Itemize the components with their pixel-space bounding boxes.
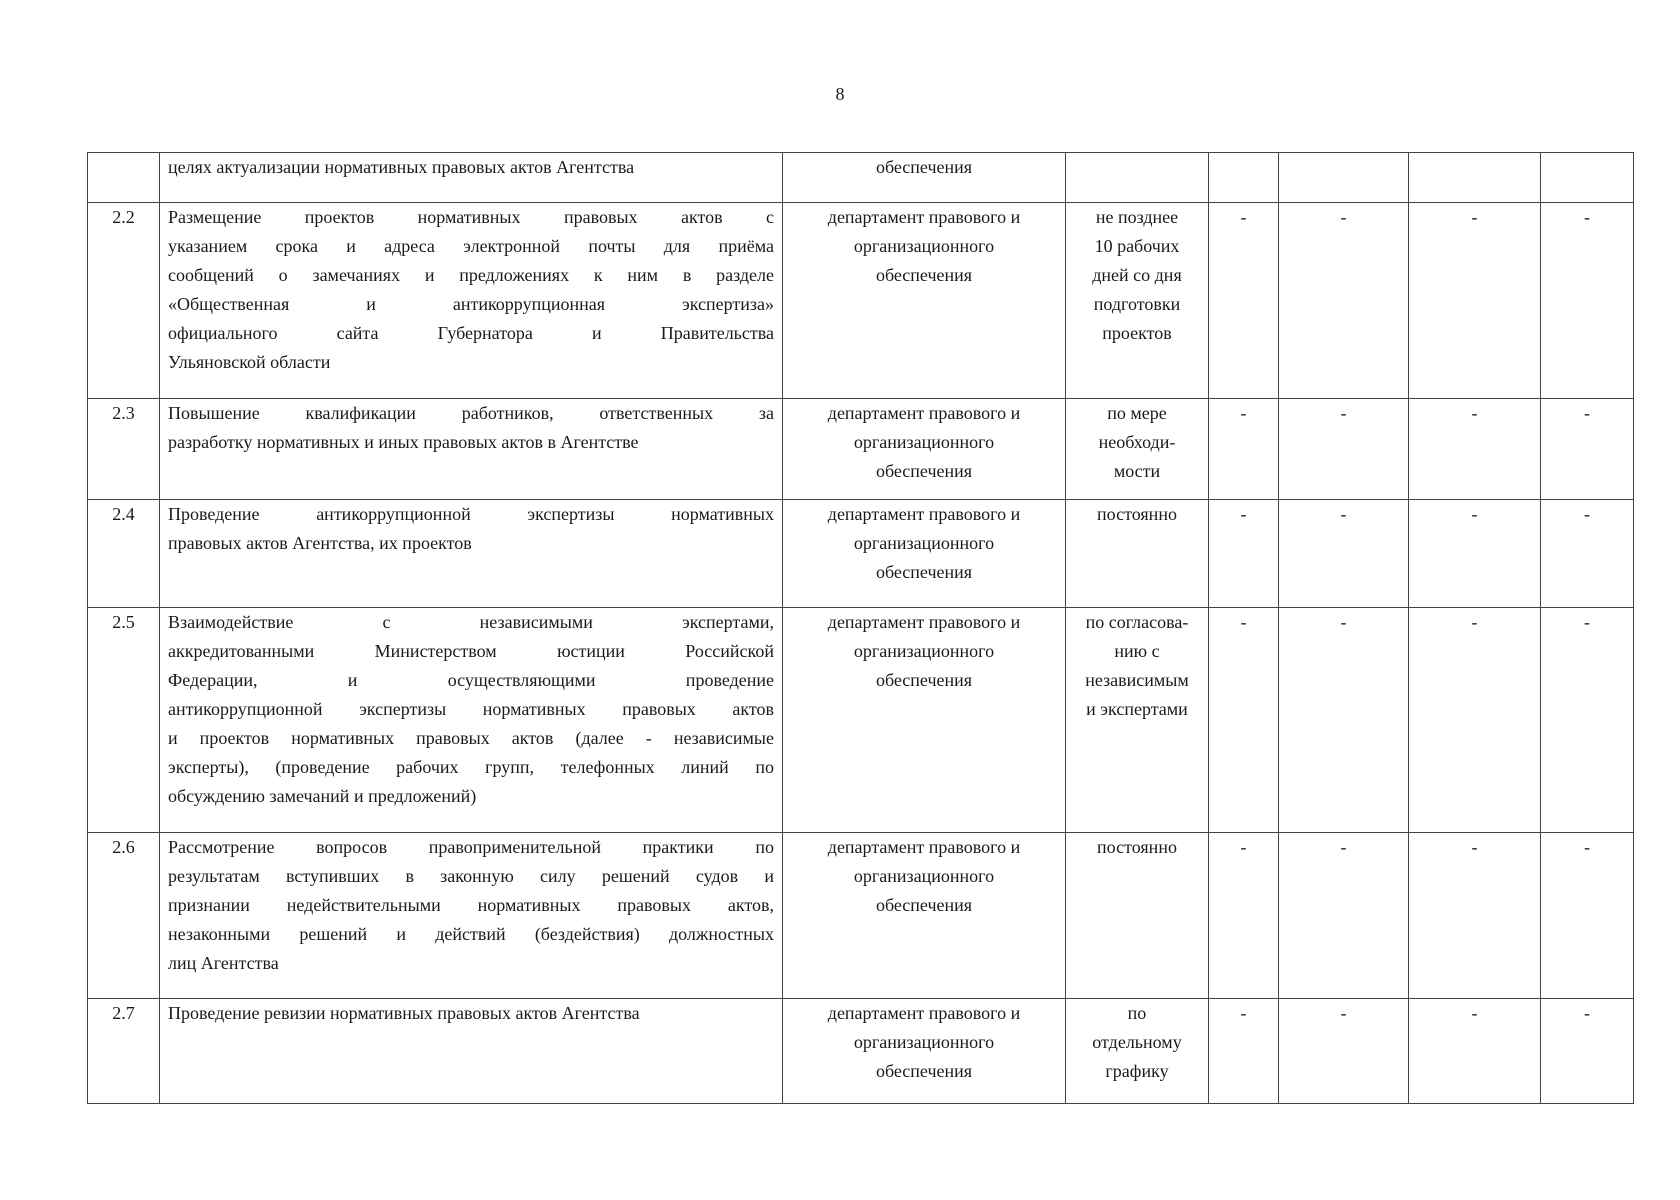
deadline-text: не позднее 10 рабочих дней со дня подготовки проектов bbox=[1092, 207, 1182, 343]
funding-cell-3-text: - bbox=[1471, 612, 1478, 632]
funding-cell-2-text: - bbox=[1340, 837, 1347, 857]
row-number bbox=[88, 153, 160, 203]
funding-cell-2-text: - bbox=[1340, 612, 1347, 632]
description-line: Размещение проектов нормативных правовых актов с bbox=[168, 207, 774, 227]
row-number-text: 2.4 bbox=[112, 504, 135, 524]
measure-description bbox=[160, 608, 783, 833]
table-row bbox=[88, 833, 1634, 999]
funding-cell-2 bbox=[1279, 833, 1409, 999]
description-line: аккредитованными Министерством юстиции Российской bbox=[168, 641, 774, 661]
measure-description bbox=[160, 999, 783, 1104]
responsible-department bbox=[783, 608, 1066, 833]
responsible-department-text: департамент правового и организационного обеспечения bbox=[827, 1003, 1021, 1081]
funding-cell-3 bbox=[1409, 203, 1541, 399]
responsible-department-text: департамент правового и организационного обеспечения bbox=[827, 612, 1021, 690]
responsible-department-text: департамент правового и организационного обеспечения bbox=[827, 837, 1021, 915]
funding-cell-3 bbox=[1409, 999, 1541, 1104]
deadline bbox=[1066, 399, 1209, 500]
funding-cell-2 bbox=[1279, 153, 1409, 203]
deadline bbox=[1066, 833, 1209, 999]
funding-cell-1-text: - bbox=[1240, 504, 1247, 524]
row-number bbox=[88, 833, 160, 999]
funding-cell-4 bbox=[1541, 608, 1634, 833]
table-body bbox=[88, 153, 1634, 1104]
deadline-text: по отдельному графику bbox=[1092, 1003, 1182, 1081]
funding-cell-1 bbox=[1209, 153, 1279, 203]
funding-cell-4-text: - bbox=[1584, 612, 1590, 632]
funding-cell-4-text: - bbox=[1584, 837, 1590, 857]
funding-cell-1-text: - bbox=[1240, 1003, 1247, 1023]
funding-cell-3 bbox=[1409, 500, 1541, 608]
measures-table bbox=[87, 152, 1634, 1104]
funding-cell-1 bbox=[1209, 399, 1279, 500]
funding-cell-3 bbox=[1409, 608, 1541, 833]
funding-cell-4 bbox=[1541, 399, 1634, 500]
funding-cell-2-text: - bbox=[1340, 1003, 1347, 1023]
funding-cell-3-text: - bbox=[1471, 403, 1478, 423]
funding-cell-1 bbox=[1209, 203, 1279, 399]
funding-cell-4-text: - bbox=[1584, 207, 1590, 227]
funding-cell-3 bbox=[1409, 833, 1541, 999]
funding-cell-4-text: - bbox=[1584, 504, 1590, 524]
description-line: официального сайта Губернатора и Правительства bbox=[168, 323, 774, 343]
table-row bbox=[88, 608, 1634, 833]
funding-cell-3-text: - bbox=[1471, 837, 1478, 857]
deadline-text: по мере необходи- мости bbox=[1098, 403, 1176, 481]
funding-cell-3-text: - bbox=[1471, 504, 1478, 524]
measure-description bbox=[160, 500, 783, 608]
responsible-department bbox=[783, 399, 1066, 500]
row-number-text: 2.6 bbox=[112, 837, 135, 857]
description-line: эксперты), (проведение рабочих групп, телефонных линий по bbox=[168, 757, 774, 777]
funding-cell-2 bbox=[1279, 399, 1409, 500]
description-line: Повышение квалификации работников, ответственных за bbox=[168, 403, 774, 423]
funding-cell-4 bbox=[1541, 203, 1634, 399]
description-line: Рассмотрение вопросов правоприменительной практики по bbox=[168, 837, 774, 857]
row-number bbox=[88, 399, 160, 500]
responsible-department-text: департамент правового и организационного обеспечения bbox=[827, 403, 1021, 481]
description-line: и проектов нормативных правовых актов (далее - независимые bbox=[168, 728, 774, 748]
description-line: лиц Агентства bbox=[168, 953, 279, 973]
description-line: Взаимодействие с независимыми экспертами, bbox=[168, 612, 774, 632]
funding-cell-1-text: - bbox=[1240, 837, 1247, 857]
funding-cell-3 bbox=[1409, 153, 1541, 203]
funding-cell-1-text: - bbox=[1240, 207, 1247, 227]
deadline bbox=[1066, 153, 1209, 203]
description-line: Ульяновской области bbox=[168, 352, 331, 372]
responsible-department-text: департамент правового и организационного обеспечения bbox=[827, 504, 1021, 582]
funding-cell-4 bbox=[1541, 153, 1634, 203]
row-number bbox=[88, 203, 160, 399]
funding-cell-2-text: - bbox=[1340, 504, 1347, 524]
funding-cell-4 bbox=[1541, 833, 1634, 999]
deadline-text: постоянно bbox=[1097, 837, 1177, 857]
deadline bbox=[1066, 203, 1209, 399]
deadline bbox=[1066, 608, 1209, 833]
funding-cell-3 bbox=[1409, 399, 1541, 500]
funding-cell-2 bbox=[1279, 608, 1409, 833]
deadline-text: постоянно bbox=[1097, 504, 1177, 524]
table-row bbox=[88, 203, 1634, 399]
deadline bbox=[1066, 500, 1209, 608]
table-row bbox=[88, 999, 1634, 1104]
description-line: незаконными решений и действий (бездействия) должностных bbox=[168, 924, 774, 944]
responsible-department bbox=[783, 999, 1066, 1104]
funding-cell-2-text: - bbox=[1340, 207, 1347, 227]
row-number-text: 2.7 bbox=[112, 1003, 135, 1023]
page-number: 8 bbox=[835, 84, 845, 104]
description-line: Федерации, и осуществляющими проведение bbox=[168, 670, 774, 690]
table-row bbox=[88, 399, 1634, 500]
row-number bbox=[88, 500, 160, 608]
measure-description bbox=[160, 399, 783, 500]
funding-cell-1-text: - bbox=[1240, 403, 1247, 423]
deadline-text: по согласова- нию с независимым и экспертами bbox=[1085, 612, 1189, 719]
funding-cell-2 bbox=[1279, 999, 1409, 1104]
description-line: Проведение антикоррупционной экспертизы нормативных bbox=[168, 504, 774, 524]
description-line: антикоррупционной экспертизы нормативных правовых актов bbox=[168, 699, 774, 719]
description-line: Проведение ревизии нормативных правовых актов Агентства bbox=[168, 1003, 640, 1023]
measure-description bbox=[160, 153, 783, 203]
description-line: указанием срока и адреса электронной почты для приёма bbox=[168, 236, 774, 256]
funding-cell-1 bbox=[1209, 833, 1279, 999]
funding-cell-1 bbox=[1209, 999, 1279, 1104]
funding-cell-1 bbox=[1209, 500, 1279, 608]
responsible-department bbox=[783, 203, 1066, 399]
funding-cell-4 bbox=[1541, 999, 1634, 1104]
responsible-department bbox=[783, 153, 1066, 203]
deadline bbox=[1066, 999, 1209, 1104]
table-row bbox=[88, 153, 1634, 203]
funding-cell-2 bbox=[1279, 500, 1409, 608]
row-number bbox=[88, 999, 160, 1104]
description-line: обсуждению замечаний и предложений) bbox=[168, 786, 477, 806]
description-line: результатам вступивших в законную силу решений судов и bbox=[168, 866, 774, 886]
funding-cell-1-text: - bbox=[1240, 612, 1247, 632]
row-number-text: 2.5 bbox=[112, 612, 135, 632]
row-number-text: 2.3 bbox=[112, 403, 135, 423]
responsible-department-text: департамент правового и организационного обеспечения bbox=[827, 207, 1021, 285]
table-row bbox=[88, 500, 1634, 608]
funding-cell-2-text: - bbox=[1340, 403, 1347, 423]
description-line: признании недействительными нормативных правовых актов, bbox=[168, 895, 774, 915]
measure-description bbox=[160, 203, 783, 399]
responsible-department-text: обеспечения bbox=[875, 157, 973, 177]
description-line: правовых актов Агентства, их проектов bbox=[168, 533, 472, 553]
description-line: целях актуализации нормативных правовых актов Агентства bbox=[168, 157, 635, 177]
measure-description bbox=[160, 833, 783, 999]
funding-cell-4-text: - bbox=[1584, 403, 1590, 423]
description-line: сообщений о замечаниях и предложениях к ним в разделе bbox=[168, 265, 774, 285]
funding-cell-4-text: - bbox=[1584, 1003, 1590, 1023]
description-line: «Общественная и антикоррупционная экспертиза» bbox=[168, 294, 774, 314]
responsible-department bbox=[783, 500, 1066, 608]
responsible-department bbox=[783, 833, 1066, 999]
funding-cell-3-text: - bbox=[1471, 1003, 1478, 1023]
row-number-text: 2.2 bbox=[112, 207, 135, 227]
funding-cell-4 bbox=[1541, 500, 1634, 608]
funding-cell-3-text: - bbox=[1471, 207, 1478, 227]
funding-cell-2 bbox=[1279, 203, 1409, 399]
row-number bbox=[88, 608, 160, 833]
funding-cell-1 bbox=[1209, 608, 1279, 833]
description-line: разработку нормативных и иных правовых актов в Агентстве bbox=[168, 432, 639, 452]
